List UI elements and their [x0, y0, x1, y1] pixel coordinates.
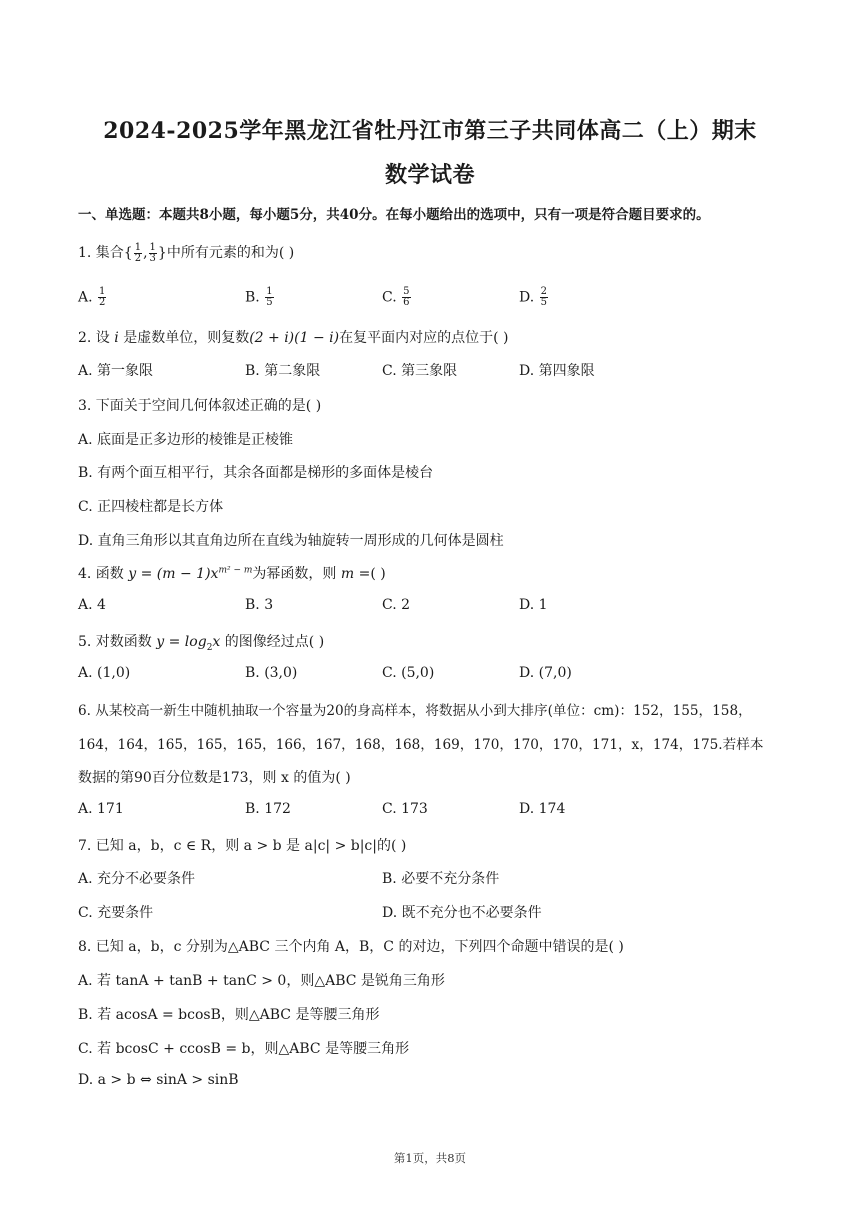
question-6-option-b: B. 172 [245, 801, 291, 817]
question-4-option-c: C. 2 [382, 597, 411, 613]
question-6-option-d: D. 174 [519, 801, 566, 817]
section-heading: 一、单选题：本题共8小题，每小题5分，共40分。在每小题给出的选项中，只有一项是符合题目要求的。 [78, 207, 710, 223]
question-4-option-a: A. 4 [78, 597, 106, 613]
exam-title-line-2: 数学试卷 [384, 162, 475, 188]
question-7-stem: 7. 已知 a，b，c ∈ R，则 a > b 是 a|c| > b|c|的( ) [78, 838, 407, 854]
question-5-option-d: D. (7,0) [519, 665, 572, 681]
question-6-stem-line-1: 6. 从某校高一新生中随机抽取一个容量为20的身高样本，将数据从小到大排序(单位：cm)：152，155，158， [78, 703, 752, 719]
question-3-option-a: A. 底面是正多边形的棱锥是正棱锥 [78, 432, 294, 448]
question-1-option-b: B. $\frac{1}{5}$ [245, 286, 273, 308]
fraction: $\frac{1}{2}$ [134, 241, 142, 264]
page-footer: 第1页，共8页 [393, 1151, 467, 1165]
exam-title-line-1: 2024-2025学年黑龙江省牡丹江市第三子共同体高二（上）期末 [103, 118, 757, 144]
question-2-option-b: B. 第二象限 [245, 363, 321, 379]
question-8-option-c: C. 若 bcosC + ccosB = b，则△ABC 是等腰三角形 [78, 1041, 410, 1057]
question-1-option-a: A. $\frac{1}{2}$ [78, 286, 106, 308]
question-6-option-a: A. 171 [78, 801, 124, 817]
question-2-option-d: D. 第四象限 [519, 363, 595, 379]
question-4-option-d: D. 1 [519, 597, 548, 613]
question-8-stem: 8. 已知 a，b，c 分别为△ABC 三个内角 A，B，C 的对边，下列四个命题中错误的是( ) [78, 939, 624, 955]
question-2-option-a: A. 第一象限 [78, 363, 154, 379]
question-8-option-a: A. 若 tanA + tanB + tanC > 0，则△ABC 是锐角三角形 [78, 973, 445, 989]
question-3-stem: 3. 下面关于空间几何体叙述正确的是( ) [78, 398, 322, 414]
question-3-option-b: B. 有两个面互相平行，其余各面都是梯形的多面体是棱台 [78, 465, 434, 481]
question-3-option-d: D. 直角三角形以其直角边所在直线为轴旋转一周形成的几何体是圆柱 [78, 533, 504, 549]
question-8-option-b: B. 若 acosA = bcosB，则△ABC 是等腰三角形 [78, 1007, 380, 1023]
question-4-option-b: B. 3 [245, 597, 274, 613]
question-5-option-b: B. (3,0) [245, 665, 298, 681]
question-7-option-a: A. 充分不必要条件 [78, 871, 196, 887]
question-2-option-c: C. 第三象限 [382, 363, 458, 379]
question-1-option-c: C. $\frac{5}{6}$ [382, 286, 410, 308]
question-6-stem-line-2: 164，164，165，165，165，166，167，168，168，169，170，170，170，171，x，174，175.若样本 [78, 737, 764, 753]
question-1-stem: 1. 集合{ $\frac{1}{2}$ , $\frac{1}{3}$ }中所有元素的和为( ) [78, 241, 295, 264]
question-6-option-c: C. 173 [382, 801, 428, 817]
question-5-option-a: A. (1,0) [78, 665, 131, 681]
question-3-option-c: C. 正四棱柱都是长方体 [78, 499, 224, 515]
question-6-stem-line-3: 数据的第90百分位数是173，则 x 的值为( ) [78, 770, 351, 786]
question-7-option-b: B. 必要不充分条件 [382, 871, 500, 887]
question-8-option-d: D. a > b ⇔ sinA > sinB [78, 1072, 239, 1088]
question-5-stem: 5. 对数函数 $y = \log_2x$ 的图像经过点( ) [78, 634, 325, 653]
fraction: $\frac{1}{3}$ [149, 241, 156, 264]
question-7-option-c: C. 充要条件 [78, 905, 154, 921]
question-7-option-d: D. 既不充分也不必要条件 [382, 905, 542, 921]
question-1-option-d: D. $\frac{2}{5}$ [519, 286, 548, 308]
question-2-stem: 2. 设 i 是虚数单位，则复数(2 + i)(1 − i)在复平面内对应的点位于( ) [78, 330, 509, 346]
question-4-stem: 4. 函数 $y = (m - 1)x^{m^2 - m}$为幂函数，则 m =( ) [78, 565, 386, 582]
question-5-option-c: C. (5,0) [382, 665, 435, 681]
